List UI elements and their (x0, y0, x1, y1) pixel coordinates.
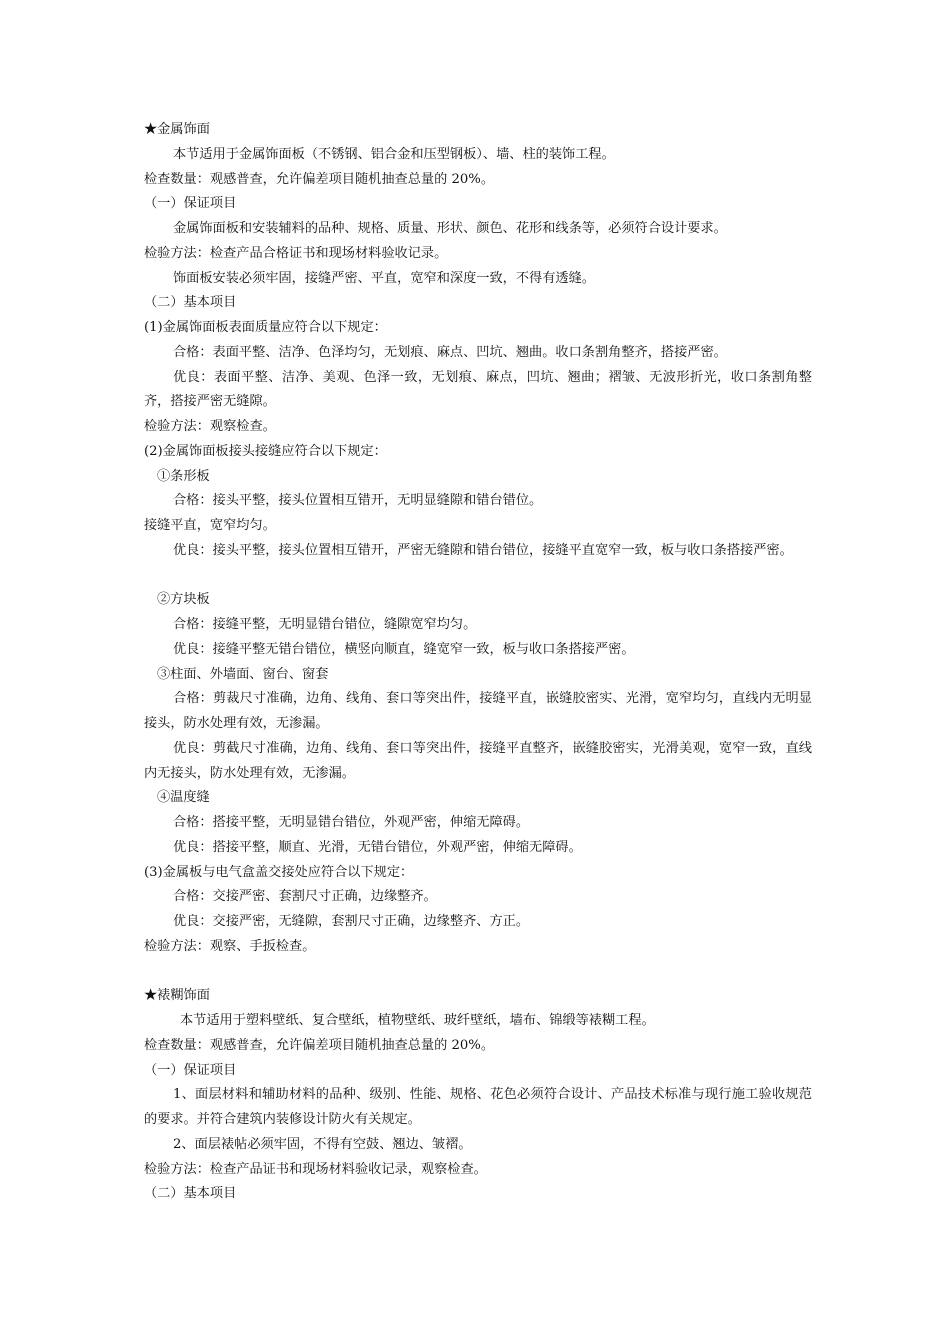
subitem-title: ①条形板 (157, 468, 210, 484)
paragraph: 本节适用于塑料壁纸、复合壁纸，植物壁纸、玻纤壁纸，墙布、锦缎等裱糊工程。 (180, 1013, 655, 1028)
paragraph: 优良：接头平整，接头位置相互错开，严密无缝隙和错台错位，接缝平直宽窄一致，板与收口条搭接严密。 (173, 542, 793, 558)
paragraph: 检验方法：检查产品证书和现场材料验收记录，观察检查。 (144, 1161, 487, 1177)
paragraph: 合格：接头平整，接头位置相互错开，无明显缝隙和错台错位。 (173, 493, 543, 509)
paragraph: 合格：剪裁尺寸准确，边角、线角、套口等突出件，接缝平直，嵌缝胶密实、光滑，宽窄均匀，直线内无明显接头，防水处理有效，无渗漏。 (144, 691, 812, 731)
subheading: （二）基本项目 (144, 1186, 237, 1202)
paragraph: (1)金属饰面板表面质量应符合以下规定： (144, 320, 387, 335)
paragraph: 合格：接缝平整，无明显错台错位，缝隙宽窄均匀。 (173, 617, 477, 632)
paragraph: 检验方法：检查产品合格证书和现场材料验收记录。 (144, 245, 448, 261)
paragraph: 优良：接缝平整无错台错位，横竖向顺直，缝宽窄一致，板与收口条搭接严密。 (173, 641, 635, 657)
paragraph: 检验方法：观察、手扳检查。 (144, 938, 316, 954)
paragraph: 1、面层材料和辅助材料的品种、级别、性能、规格、花色必须符合设计、产品技术标准与现行施工验收规范的要求。并符合建筑内装修设计防火有关规定。 (144, 1087, 812, 1127)
paragraph: 2、面层裱帖必须牢固，不得有空鼓、翘边、皱褶。 (173, 1136, 472, 1152)
paragraph: 优良：搭接平整，顺直、光滑，无错台错位，外观严密，伸缩无障碍。 (173, 839, 582, 855)
subheading: （一）保证项目 (144, 196, 237, 212)
paragraph: 金属饰面板和安装辅料的品种、规格、质量、形状、颜色、花形和线条等，必须符合设计要求。 (173, 221, 727, 236)
paragraph: 合格：搭接平整，无明显错台错位，外观严密，伸缩无障碍。 (173, 815, 530, 830)
paragraph: 优良：表面平整、洁净、美观、色泽一致，无划痕、麻点，凹坑、翘曲；褶皱、无波形折光，收口条割角整齐，搭接严密无缝隙。 (144, 369, 812, 410)
section-title-wallpaper: ★裱糊饰面 (144, 988, 210, 1004)
document-body (144, 118, 812, 1207)
paragraph: (3)金属板与电气盒盖交接处应符合以下规定： (144, 864, 414, 880)
paragraph: 接缝平直，宽窄均匀。 (144, 518, 276, 533)
section-title-metal: ★金属饰面 (144, 122, 210, 137)
paragraph: (2)金属饰面板接头接缝应符合以下规定： (144, 443, 387, 459)
subheading: （二）基本项目 (144, 295, 237, 311)
paragraph: 饰面板安装必须牢固，接缝严密、平直，宽窄和深度一致，不得有透缝。 (173, 270, 595, 286)
subheading: （一）保证项目 (144, 1062, 237, 1078)
paragraph: 本节适用于金属饰面板（不锈钢、铝合金和压型钢板）、墙、柱的装饰工程。 (173, 146, 615, 162)
paragraph: 检查数量：观感普查，允许偏差项目随机抽查总量的 20%。 (144, 1037, 495, 1053)
paragraph: 优良：交接严密，无缝隙，套割尺寸正确，边缘整齐、方正。 (173, 914, 530, 929)
paragraph: 检验方法：观察检查。 (144, 419, 276, 434)
paragraph: 合格：交接严密、套割尺寸正确，边缘整齐。 (173, 889, 437, 905)
paragraph: 检查数量：观感普查，允许偏差项目随机抽查总量的 20%。 (144, 171, 495, 187)
paragraph: 合格：表面平整、洁净、色泽均匀，无划痕、麻点、凹坑、翘曲。收口条割角整齐，搭接严密。 (173, 344, 727, 360)
subitem-title: ③柱面、外墙面、窗台、窗套 (157, 666, 329, 682)
paragraph: 优良：剪截尺寸准确，边角、线角、套口等突出件，接缝平直整齐，嵌缝胶密实，光滑美观，宽窄一致，直线内无接头，防水处理有效，无渗漏。 (144, 740, 812, 781)
section-spacer (144, 960, 812, 985)
subitem-title: ④温度缝 (157, 790, 210, 806)
subitem-title: ②方块板 (157, 592, 210, 608)
